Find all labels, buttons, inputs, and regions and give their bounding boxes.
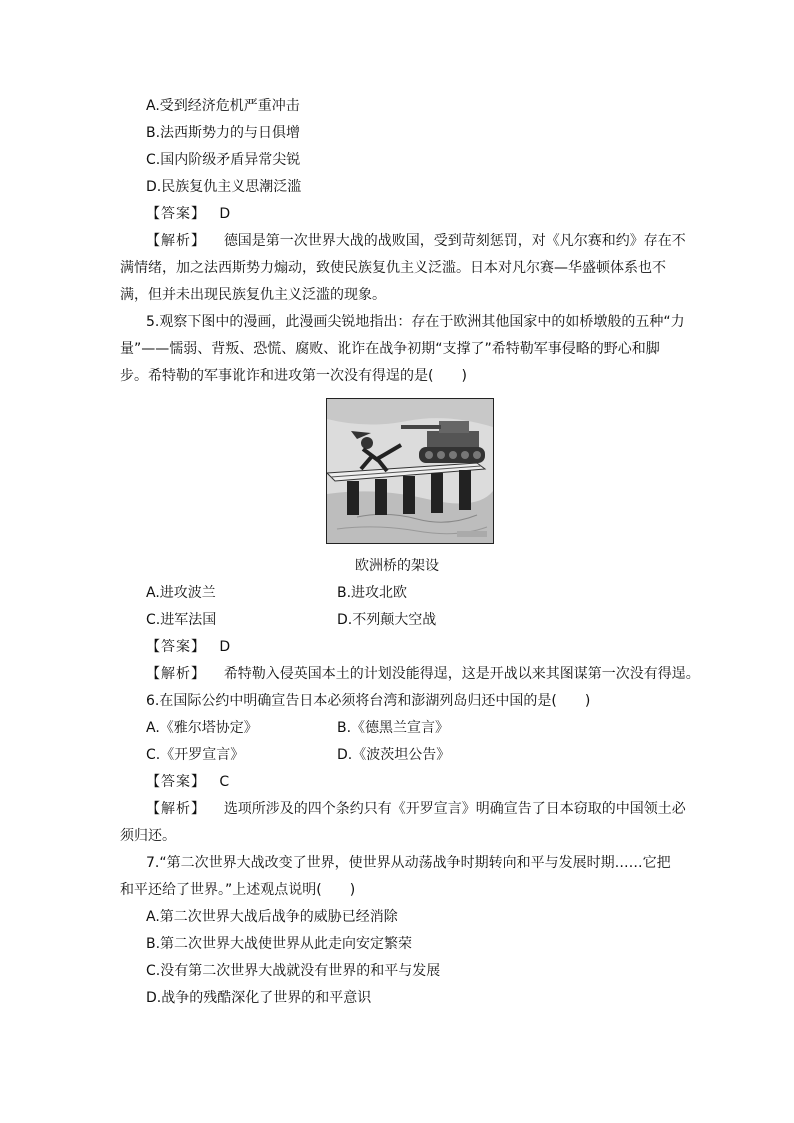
- q4-option-b: B.法西斯势力的与日俱增: [146, 125, 301, 141]
- q7-option-a: A.第二次世界大战后战争的威胁已经消除: [146, 909, 398, 925]
- answer-value: D: [219, 639, 231, 655]
- q4-analysis-line-1: [146, 231, 686, 251]
- cartoon-caption: 欧洲桥的架设: [355, 558, 439, 574]
- q5-option-c: C.进军法国: [146, 612, 217, 628]
- analysis-label: 【解析】: [146, 801, 206, 817]
- q5-options-row-2: [146, 610, 546, 630]
- q7-stem-line-2: 和平还给了世界。”上述观点说明( ): [120, 882, 356, 898]
- q4-analysis-line-3: 满，但并未出现民族复仇主义泛滥的现象。: [120, 287, 386, 303]
- answer-label: 【答案】: [146, 774, 206, 790]
- q5-stem-line-1: 5.观察下图中的漫画，此漫画尖锐地指出：存在于欧洲其他国家中的如桥墩般的五种“力: [146, 314, 685, 330]
- q6-option-d: D.《波茨坦公告》: [337, 747, 451, 763]
- q5-option-d: D.不列颠大空战: [337, 612, 437, 628]
- q5-option-a: A.进攻波兰: [146, 585, 216, 601]
- q5-stem-line-3: 步。希特勒的军事讹诈和进攻第一次没有得逞的是( ): [120, 368, 467, 384]
- q7-option-b: B.第二次世界大战使世界从此走向安定繁荣: [146, 936, 413, 952]
- answer-value: D: [219, 206, 231, 222]
- q6-answer: [146, 772, 229, 792]
- analysis-label: 【解析】: [146, 666, 206, 682]
- q6-options-row-2: [146, 745, 546, 765]
- q7-option-c: C.没有第二次世界大战就没有世界的和平与发展: [146, 963, 441, 979]
- analysis-label: 【解析】: [146, 233, 206, 249]
- q4-answer: [146, 204, 230, 224]
- analysis-text: 德国是第一次世界大战的战败国，受到苛刻惩罚，对《凡尔赛和约》存在不: [223, 233, 686, 249]
- answer-label: 【答案】: [146, 206, 206, 222]
- q4-option-c: C.国内阶级矛盾异常尖锐: [146, 152, 301, 168]
- q6-options-row-1: [146, 718, 546, 738]
- q4-option-d: D.民族复仇主义思潮泛滥: [146, 179, 302, 195]
- q4-analysis-line-2: 满情绪，加之法西斯势力煽动，致使民族复仇主义泛滥。日本对凡尔赛—华盛顿体系也不: [120, 260, 666, 276]
- q7-stem-line-1: 7.“第二次世界大战改变了世界，使世界从动荡战争时期转向和平与发展时期……它把: [146, 855, 671, 871]
- q6-analysis-line-1: [146, 799, 686, 819]
- q6-stem: 6.在国际公约中明确宣告日本必须将台湾和澎湖列岛归还中国的是( ): [146, 693, 591, 709]
- cartoon-illustration: [327, 399, 493, 543]
- europe-bridge-cartoon: [326, 398, 494, 544]
- analysis-text: 选项所涉及的四个条约只有《开罗宣言》明确宣告了日本窃取的中国领土必: [223, 801, 686, 817]
- analysis-text: 希特勒入侵英国本土的计划没能得逞，这是开战以来其图谋第一次没有得逞。: [223, 666, 700, 682]
- q6-option-c: C.《开罗宣言》: [146, 747, 245, 763]
- q7-option-d: D.战争的残酷深化了世界的和平意识: [146, 990, 372, 1006]
- answer-value: C: [219, 774, 230, 790]
- q5-answer: [146, 637, 230, 657]
- q6-option-b: B.《德黑兰宣言》: [337, 720, 450, 736]
- q4-option-a: A.受到经济危机严重冲击: [146, 98, 300, 114]
- q5-options-row-1: [146, 583, 546, 603]
- q5-analysis-line-1: [146, 664, 700, 684]
- q6-analysis-line-2: 须归还。: [120, 828, 176, 844]
- q5-stem-line-2: 量”——懦弱、背叛、恐慌、腐败、讹诈在战争初期“支撑了”希特勒军事侵略的野心和脚: [120, 341, 660, 357]
- q5-option-b: B.进攻北欧: [337, 585, 408, 601]
- answer-label: 【答案】: [146, 639, 206, 655]
- q6-option-a: A.《雅尔塔协定》: [146, 720, 258, 736]
